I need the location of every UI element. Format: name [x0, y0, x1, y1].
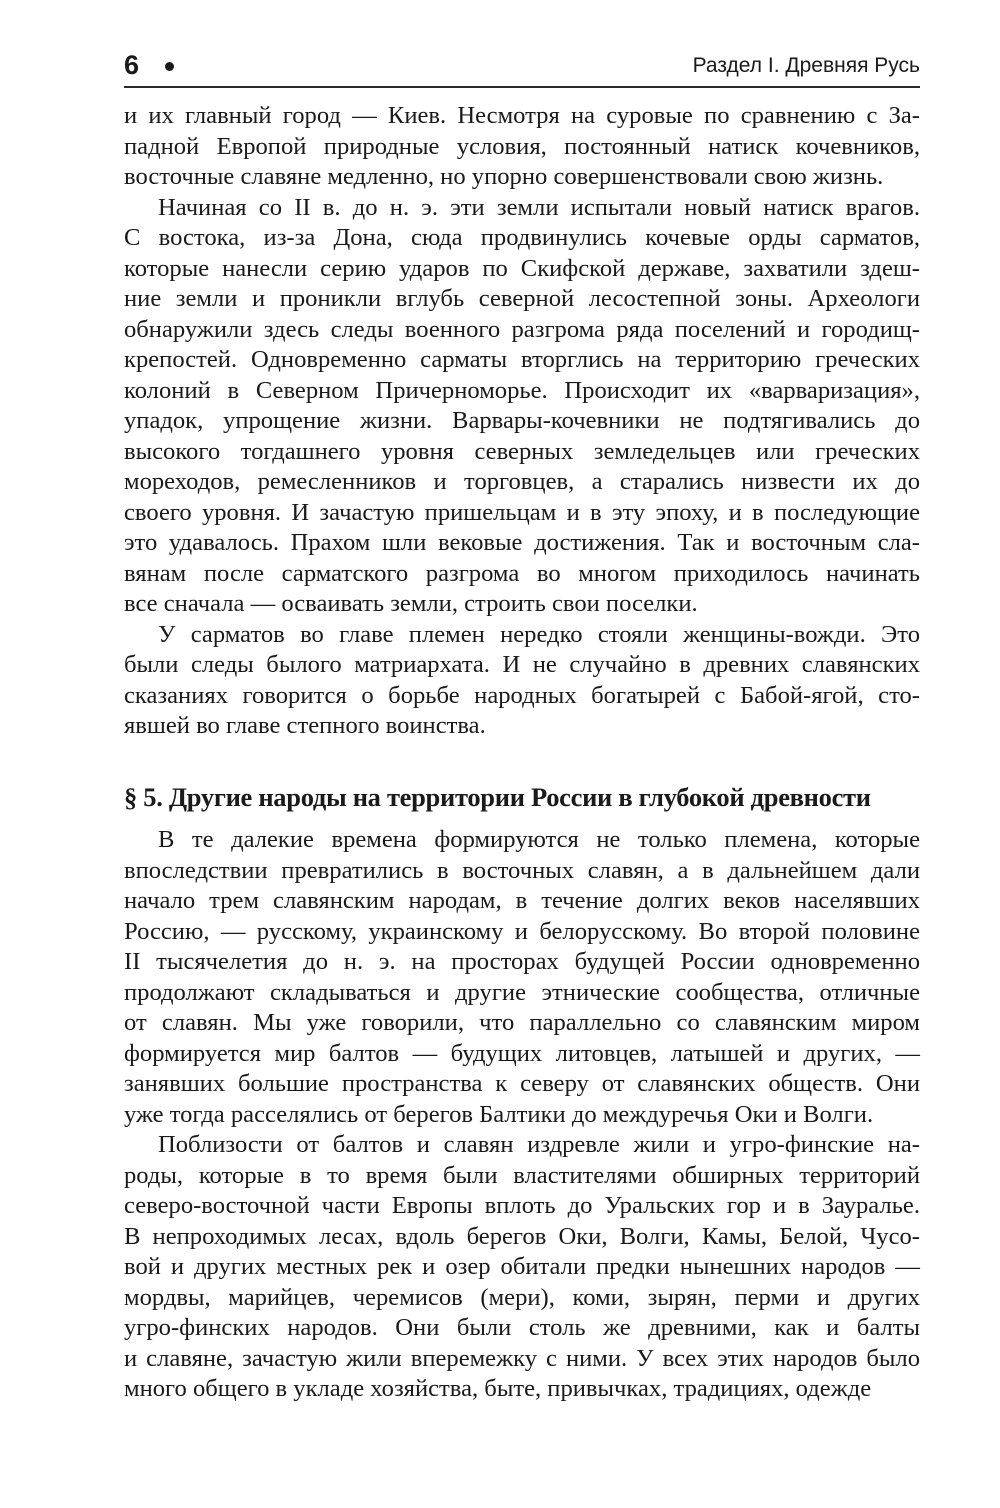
text-line: угро-финских народов. Они были столь же древними, как и балты: [124, 1314, 920, 1341]
text-line: начало трем славянским народам, в течение долгих веков населявших: [124, 887, 920, 914]
text-line: вянам после сарматского разгрома во многом приходилось начинать: [124, 559, 920, 587]
text-line: ние земли и проникли вглубь северной лесостепной зоны. Археологи: [124, 285, 920, 312]
text-line: от славян. Мы уже говорили, что параллельно со славянским миром: [124, 1009, 920, 1036]
paragraph: [124, 620, 920, 742]
text-line: формируется мир балтов — будущих литовцев, латышей и других, —: [124, 1039, 920, 1067]
text-line: высокого тогдашнего уровня северных земледельцев или греческих: [124, 437, 920, 465]
text-line: это удавалось. Прахом шли вековые достижения. Так и восточным сла-: [124, 529, 920, 556]
paragraph: [124, 825, 920, 1130]
text-line: Россию, — русскому, украинскому и белорусскому. Во второй половине: [124, 917, 920, 945]
text-line: много общего в укладе хозяйства, быте, привычках, традициях, одежде: [124, 1375, 872, 1402]
text-line: и их главный город — Киев. Несмотря на суровые по сравнению с За-: [124, 102, 920, 129]
text-line: В непроходимых лесах, вдоль берегов Оки, Волги, Камы, Белой, Чусо-: [124, 1222, 920, 1250]
text-line: и славяне, зачастую жили вперемежку с ними. У всех этих народов было: [124, 1344, 920, 1372]
paragraph: [124, 1130, 920, 1405]
text-line: роды, которые в то время были властителями обширных территорий: [124, 1161, 920, 1189]
text-line: колоний в Северном Причерноморье. Происходит их «варваризация»,: [124, 376, 920, 404]
paragraph: [124, 101, 920, 193]
text-line: мореходов, ремесленников и торговцев, а старались низвести их до: [124, 468, 920, 495]
text-line: У сарматов во главе племен нередко стояли женщины-вожди. Это: [158, 620, 920, 648]
text-line: все сначала — осваивать земли, строить свои поселки.: [124, 590, 698, 617]
header-rule: [124, 86, 920, 88]
text-line: впоследствии превратились в восточных славян, а в дальнейшем дали: [124, 856, 920, 884]
text-line: восточные славяне медленно, но упорно совершенствовали свою жизнь.: [124, 163, 884, 190]
text-line: Начиная со II в. до н. э. эти земли испытали новый натиск врагов.: [158, 193, 920, 221]
text-line: явшей во главе степного воинства.: [124, 712, 486, 739]
text-line: вой и других местных рек и озер обитали предки нынешних народов —: [124, 1253, 920, 1280]
text-line: продолжают складываться и другие этнические сообщества, отличные: [124, 978, 920, 1006]
section-title: Раздел I. Древняя Русь: [692, 54, 920, 77]
text-line: В те далекие времена формируются не только племена, которые: [158, 826, 920, 853]
section-heading: § 5. Другие народы на территории России в глубокой древности: [124, 782, 871, 812]
text-line: крепостей. Одновременно сарматы вторглись на территорию греческих: [124, 346, 920, 373]
text-line: мордвы, марийцев, черемисов (мери), коми, зырян, перми и других: [124, 1283, 920, 1311]
text-block-lower: [124, 825, 920, 1405]
text-line: северо-восточной части Европы вплоть до Уральских гор и в Зауралье.: [124, 1192, 920, 1219]
text-line: своего уровня. И зачастую пришельцам и в эту эпоху, и в последующие: [124, 498, 920, 526]
text-line: обнаружили здесь следы военного разгрома ряда поселений и городищ-: [124, 315, 920, 343]
text-block-upper: [124, 101, 920, 742]
running-head: [124, 50, 920, 84]
text-line: были следы былого матриархата. И не случайно в древних славянских: [124, 651, 920, 678]
text-line: занявших большие пространства к северу от славянских обществ. Они: [124, 1070, 920, 1097]
paragraph: [124, 193, 920, 620]
text-line: уже тогда расселялись от берегов Балтики до междуречья Оки и Волги.: [124, 1100, 874, 1128]
text-line: С востока, из-за Дона, сюда продвинулись кочевые орды сарматов,: [124, 224, 920, 251]
text-line: Поблизости от балтов и славян издревле жили и угро-финские на-: [158, 1131, 920, 1158]
text-line: которые нанесли серию ударов по Скифской державе, захватили здеш-: [124, 254, 920, 282]
bullet-icon: [165, 62, 174, 71]
page-number: 6: [124, 50, 140, 80]
text-line: II тысячелетия до н. э. на просторах будущей России одновременно: [124, 948, 920, 975]
text-line: упадок, упрощение жизни. Варвары-кочевники не подтягивались до: [124, 407, 920, 434]
text-line: сказаниях говорится о борьбе народных богатырей с Бабой-ягой, сто-: [124, 681, 920, 709]
text-line: падной Европой природные условия, постоянный натиск кочевников,: [124, 132, 920, 160]
